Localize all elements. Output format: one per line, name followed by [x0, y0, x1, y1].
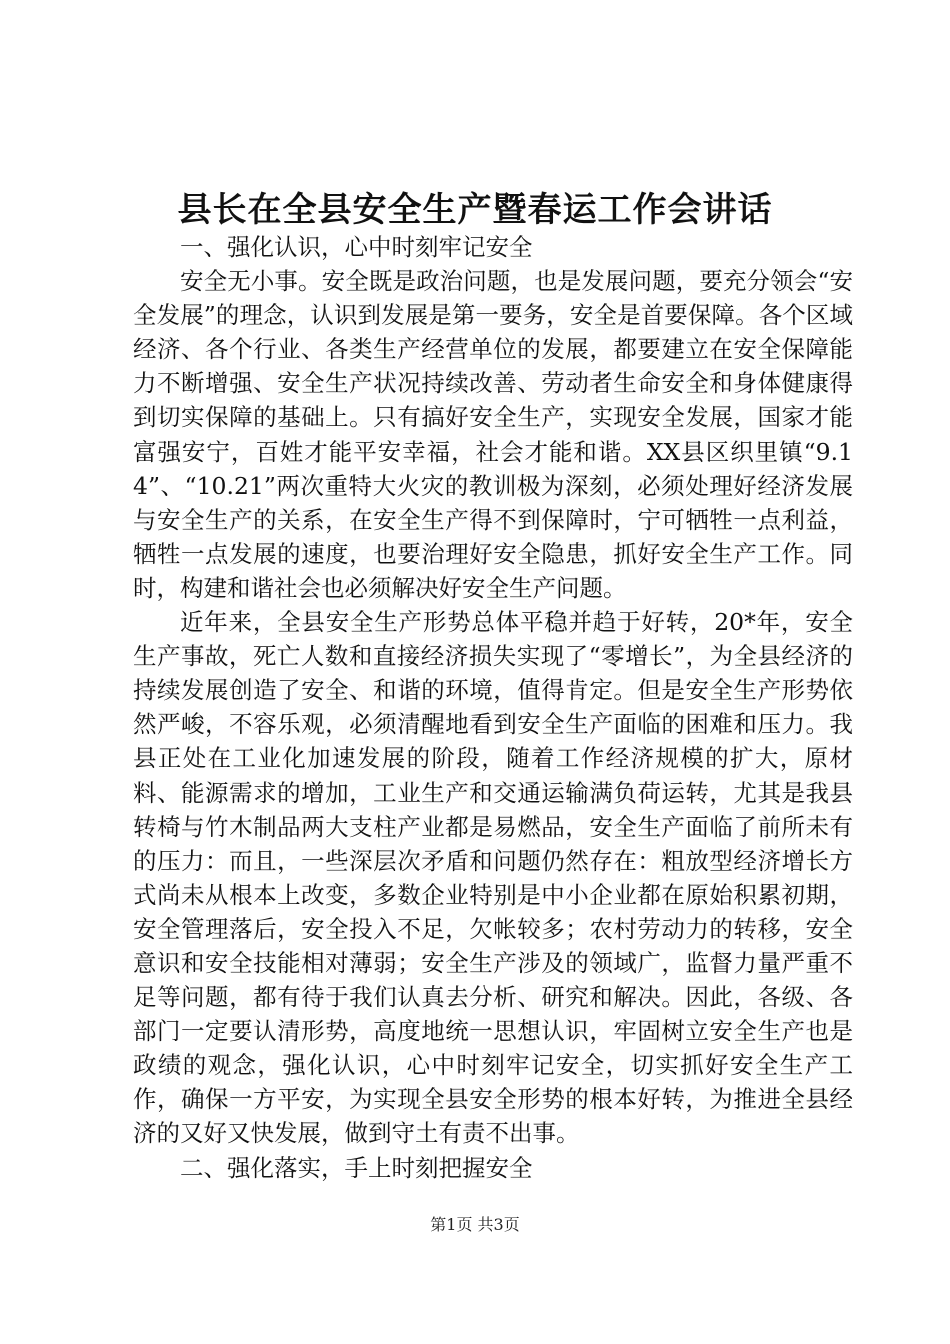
body-paragraph-2: 近年来，全县安全生产形势总体平稳并趋于好转，20*年，安全生产事故，死亡人数和直接经济损失实现了“零增长”，为全县经济的持续发展创造了安全、和谐的环境，值得肯定。但是安全生产形势依然严峻，不容乐观，必须清醒地看到安全生产面临的困难和压力。我县正处在工业化加速发展的阶段，随着工作经济规模的扩大，原材料、能源需求的增加，工业生产和交通运输满负荷运转，尤其是我县转椅与竹木制品两大支柱产业都是易燃品，安全生产面临了前所未有的压力：而且，一些深层次矛盾和问题仍然存在：粗放型经济增长方式尚未从根本上改变，多数企业特别是中小企业都在原始积累初期，安全管理落后，安全投入不足，欠帐较多；农村劳动力的转移，安全意识和安全技能相对薄弱；安全生产涉及的领域广，监督力量严重不足等问题，都有待于我们认真去分析、研究和解决。因此，各级、各部门一定要认清形势，高度地统一思想认识，牢固树立安全生产也是政绩的观念，强化认识，心中时刻牢记安全，切实抓好安全生产工作，确保一方平安，为实现全县安全形势的根本好转，为推进全县经济的又好又快发展，做到守土有责不出事。 — [133, 608, 853, 1148]
body-paragraph-1: 安全无小事。安全既是政治问题，也是发展问题，要充分领会“安全发展”的理念，认识到发展是第一要务，安全是首要保障。各个区域经济、各个行业、各类生产经营单位的发展，都要建立在安全保障能力不断增强、安全生产状况持续改善、劳动者生命安全和身体健康得到切实保障的基础上。只有搞好安全生产，实现安全发展，国家才能富强安宁，百姓才能平安幸福，社会才能和谐。XX县区织里镇“9.14”、“10.21”两次重特大火灾的教训极为深刻，必须处理好经济发展与安全生产的关系，在安全生产得不到保障时，宁可牺牲一点利益，牺牲一点发展的速度，也要治理好安全隐患，抓好安全生产工作。同时，构建和谐社会也必须解决好安全生产问题。 — [133, 267, 853, 602]
document-body — [133, 230, 853, 1185]
document-title: 县长在全县安全生产暨春运工作会讲话 — [177, 190, 773, 230]
page-number-footer: 第1页 共3页 — [430, 1215, 520, 1234]
section-heading-1: 一、强化认识，心中时刻牢记安全 — [180, 233, 533, 261]
section-heading-2: 二、强化落实，手上时刻把握安全 — [180, 1153, 533, 1182]
